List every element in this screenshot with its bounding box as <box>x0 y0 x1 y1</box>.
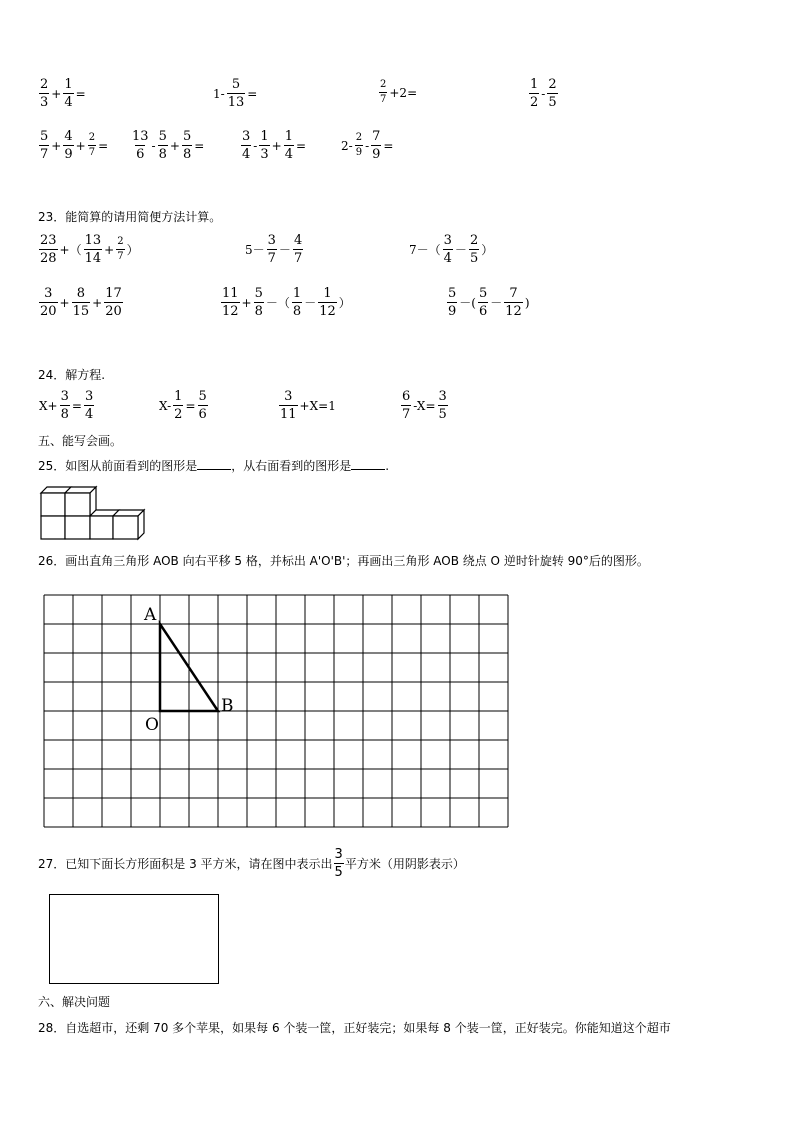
cube-figure <box>38 484 148 542</box>
fraction: $\frac{2}{5}$ <box>548 77 557 110</box>
fraction: $\frac{11}{12}$ <box>222 286 239 319</box>
expr-q23-2: 5－ $\frac{3}{7}$ － $\frac{4}{7}$ <box>245 233 303 266</box>
expr-r1-1: $\frac{2}{3}$ + $\frac{1}{4}$ = <box>40 77 86 110</box>
fraction: $\frac{5}{9}$ <box>448 286 457 319</box>
fraction: $\frac{3}{8}$ <box>60 389 69 422</box>
fraction: $\frac{17}{20}$ <box>105 286 122 319</box>
fraction: $\frac{3}{20}$ <box>40 286 57 319</box>
fraction: $\frac{3}{4}$ <box>242 129 251 162</box>
expr-q23-5: $\frac{11}{12}$ + $\frac{5}{8}$ －（ $\frac{1}{8}$ － $\frac{1}{12}$ ） <box>222 286 351 319</box>
fraction: $\frac{5}{8}$ <box>254 286 263 319</box>
fraction: $\frac{13}{14}$ <box>84 233 102 266</box>
fraction: $\frac{2}{7}$ <box>88 132 96 158</box>
question-25: 25．如图从前面看到的图形是 ，从右面看到的图形是 . <box>38 459 390 473</box>
label-b: B <box>221 696 234 716</box>
fraction: $\frac{13}{6}$ <box>132 129 149 162</box>
section-6-heading: 六、解决问题 <box>38 995 111 1009</box>
fraction: $\frac{5}{8}$ <box>158 129 167 162</box>
question-26: 26．画出直角三角形 AOB 向右平移 5 格，并标出 A'O'B'；再画出三角形 AOB 绕点 O 逆时针旋转 90°后的图形。 <box>38 554 649 568</box>
expr-q24-1: X+ $\frac{3}{8}$ = $\frac{3}{4}$ <box>39 389 94 422</box>
fraction: $\frac{23}{28}$ <box>40 233 57 266</box>
expr-q24-4: $\frac{6}{7}$ -X= $\frac{3}{5}$ <box>402 389 447 422</box>
expr-q23-6: $\frac{5}{9}$ －( $\frac{5}{6}$ － $\frac{7}{12}$ ) <box>448 286 530 319</box>
fraction: $\frac{3}{5}$ <box>334 847 343 880</box>
fraction: $\frac{1}{3}$ <box>260 129 269 162</box>
fraction: $\frac{7}{9}$ <box>372 129 381 162</box>
fraction: $\frac{3}{11}$ <box>280 389 297 422</box>
fraction: $\frac{3}{5}$ <box>438 389 447 422</box>
fraction: $\frac{1}{2}$ <box>530 77 539 110</box>
fraction: $\frac{5}{6}$ <box>198 389 207 422</box>
fraction: $\frac{1}{4}$ <box>284 129 293 162</box>
fraction: $\frac{1}{12}$ <box>319 286 336 319</box>
fraction: $\frac{5}{8}$ <box>182 129 192 162</box>
fraction: $\frac{5}{6}$ <box>478 286 488 319</box>
fraction: $\frac{1}{2}$ <box>174 389 183 422</box>
expr-r2-4: 2- $\frac{2}{9}$ - $\frac{7}{9}$ = <box>341 129 394 162</box>
fraction: $\frac{2}{5}$ <box>469 233 479 266</box>
expr-q23-4: $\frac{3}{20}$ + $\frac{8}{15}$ + $\frac{17}{20}$ <box>40 286 122 319</box>
label-o: O <box>145 715 159 735</box>
fraction: $\frac{3}{4}$ <box>84 389 94 422</box>
grid-lines <box>44 595 508 827</box>
expr-r2-2: $\frac{13}{6}$ - $\frac{5}{8}$ + $\frac{5}{8}$ = <box>132 129 205 162</box>
fraction: $\frac{1}{8}$ <box>292 286 302 319</box>
fraction: $\frac{6}{7}$ <box>402 389 411 422</box>
question-27: 27．已知下面长方形面积是 3 平方米，请在图中表示出 $\frac{3}{5}$ 平方米（用阴影表示） <box>38 847 465 880</box>
fraction: $\frac{2}{7}$ <box>117 236 124 262</box>
grid-figure <box>40 590 512 830</box>
answer-blank[interactable] <box>197 459 231 470</box>
expr-r2-1: $\frac{5}{7}$ + $\frac{4}{9}$ + $\frac{2}{7}$ = <box>40 129 109 162</box>
expr-q23-3: 7－（ $\frac{3}{4}$ － $\frac{2}{5}$ ） <box>409 233 494 266</box>
expr-q23-1: $\frac{23}{28}$ +（ $\frac{13}{14}$ + $\frac{2}{7}$ ） <box>40 233 139 266</box>
fraction: $\frac{2}{9}$ <box>355 132 363 158</box>
fraction: $\frac{4}{7}$ <box>293 233 303 266</box>
question-23-title: 23．能简算的请用简便方法计算。 <box>38 210 222 224</box>
label-a: A <box>144 605 157 625</box>
fraction: $\frac{3}{4}$ <box>443 233 452 266</box>
fraction: $\frac{5}{7}$ <box>40 129 49 162</box>
expr-r1-4: $\frac{1}{2}$ - $\frac{2}{5}$ <box>530 77 557 110</box>
expr-r2-3: $\frac{3}{4}$ - $\frac{1}{3}$ + $\frac{1}{4}$ = <box>242 129 307 162</box>
question-24-title: 24．解方程. <box>38 368 106 382</box>
answer-blank[interactable] <box>351 459 385 470</box>
fraction: $\frac{1}{4}$ <box>64 77 73 110</box>
expr-q24-2: X- $\frac{1}{2}$ = $\frac{5}{6}$ <box>159 389 207 422</box>
rectangle-area[interactable] <box>49 894 219 984</box>
fraction: $\frac{5}{13}$ <box>227 77 245 110</box>
section-5-heading: 五、能写会画。 <box>38 434 123 448</box>
fraction: $\frac{7}{12}$ <box>505 286 522 319</box>
expr-r1-3: $\frac{2}{7}$ +2= <box>380 79 418 105</box>
question-28: 28．自选超市，还剩 70 多个苹果，如果每 6 个装一筐，正好装完；如果每 8 个装一筐，正好装完。你能知道这个超市 <box>38 1021 671 1035</box>
fraction: $\frac{4}{9}$ <box>64 129 73 162</box>
expr-q24-3: $\frac{3}{11}$ +X=1 <box>280 389 336 422</box>
expr-r1-2: 1- $\frac{5}{13}$ = <box>213 77 258 110</box>
fraction: $\frac{2}{3}$ <box>40 77 49 110</box>
fraction: $\frac{3}{7}$ <box>267 233 276 266</box>
fraction: $\frac{8}{15}$ <box>72 286 90 319</box>
fraction: $\frac{2}{7}$ <box>380 79 387 105</box>
